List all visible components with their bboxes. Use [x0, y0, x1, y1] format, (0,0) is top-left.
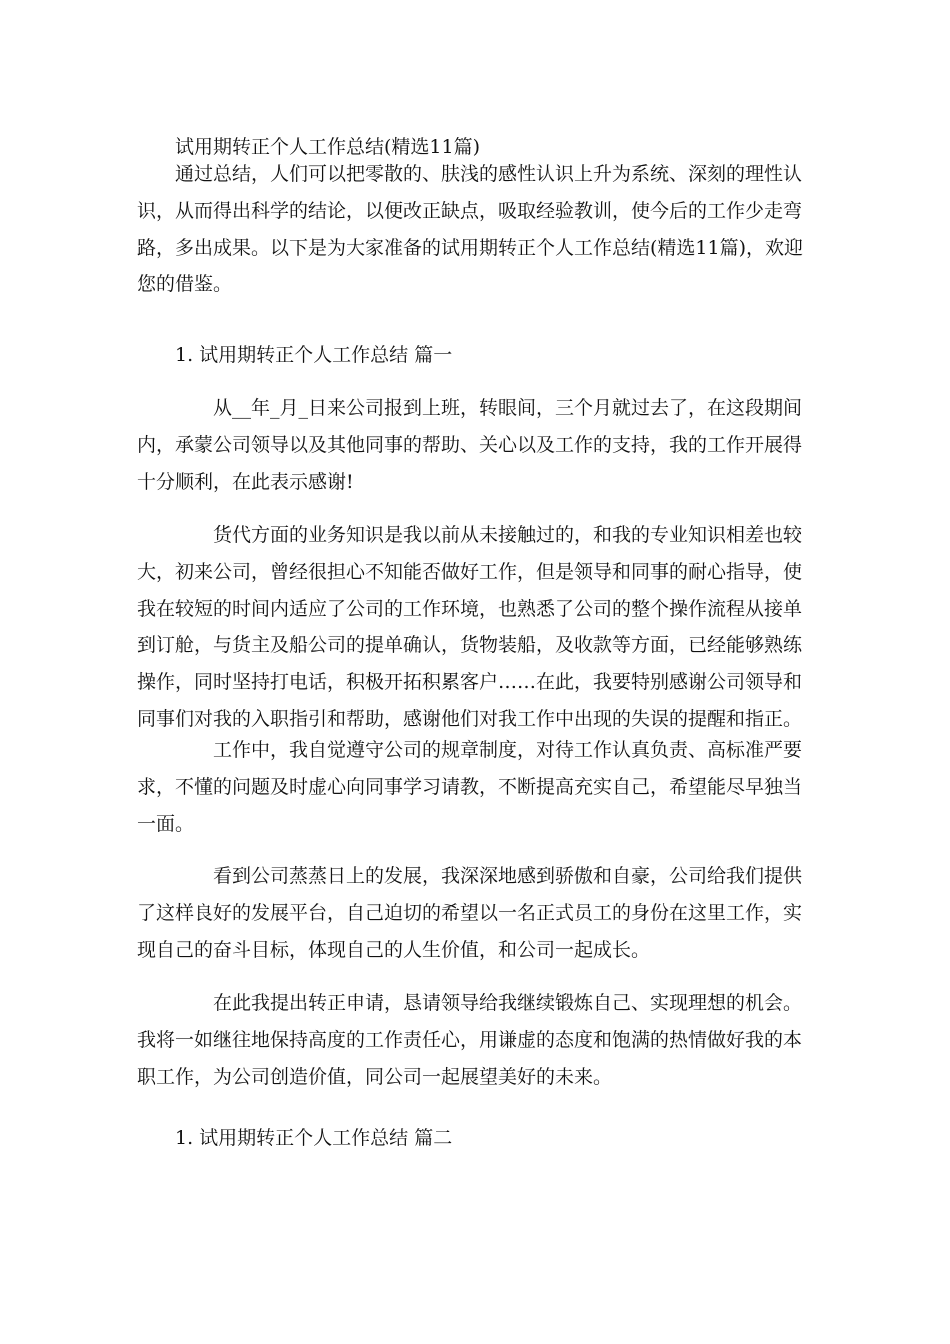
text-line: 大，初来公司，曾经很担心不知能否做好工作，但是领导和同事的耐心指导，使: [137, 560, 803, 583]
text-line: 现自己的奋斗目标，体现自己的人生价值，和公司一起成长。: [137, 938, 651, 961]
body-paragraph: [137, 858, 827, 968]
text-line: 我在较短的时间内适应了公司的工作环境，也熟悉了公司的整个操作流程从接单: [137, 597, 803, 620]
body-paragraph: [137, 985, 827, 1095]
text-line: 我将一如继往地保持高度的工作责任心，用谦虚的态度和饱满的热情做好我的本: [137, 1028, 803, 1051]
text-line: 看到公司蒸蒸日上的发展，我深深地感到骄傲和自豪，公司给我们提供: [213, 865, 803, 887]
text-line: 到订舱，与货主及船公司的提单确认，货物装船，及收款等方面，已经能够熟练: [137, 634, 803, 657]
text-line: 了这样良好的发展平台，自己迫切的希望以一名正式员工的身份在这里工作，实: [137, 901, 803, 924]
section-heading: 1. 试用期转正个人工作总结 篇一: [175, 344, 453, 366]
text-line: 职工作，为公司创造价值，同公司一起展望美好的未来。: [137, 1065, 613, 1088]
text-line: 从__年_月_日来公司报到上班，转眼间，三个月就过去了，在这段期间: [213, 397, 803, 419]
text-line: 路，多出成果。以下是为大家准备的试用期转正个人工作总结(精选11篇)，欢迎: [137, 236, 804, 259]
section-heading: 1. 试用期转正个人工作总结 篇二: [175, 1127, 453, 1149]
text-line: 同事们对我的入职指引和帮助，感谢他们对我工作中出现的失误的提醒和指正。: [137, 707, 803, 730]
text-line: 工作中，我自觉遵守公司的规章制度，对待工作认真负责、高标准严要: [213, 739, 803, 761]
text-line: 内，承蒙公司领导以及其他同事的帮助、关心以及工作的支持，我的工作开展得: [137, 433, 803, 456]
body-paragraph: [137, 390, 827, 500]
text-line: 您的借鉴。: [137, 273, 233, 296]
section-heading-2: [137, 1120, 827, 1157]
text-line: 通过总结，人们可以把零散的、肤浅的感性认识上升为系统、深刻的理性认: [175, 163, 803, 185]
text-line: 货代方面的业务知识是我以前从未接触过的，和我的专业知识相差也较: [213, 524, 803, 546]
document-title: 试用期转正个人工作总结(精选11篇): [175, 136, 481, 158]
intro-paragraph: [137, 156, 827, 303]
text-line: 求，不懂的问题及时虚心向同事学习请教，不断提高充实自己，希望能尽早独当: [137, 775, 803, 798]
text-line: 识，从而得出科学的结论，以便改正缺点，吸取经验教训，使今后的工作少走弯: [137, 199, 803, 222]
body-paragraph: [137, 517, 827, 738]
section-heading-1: [137, 337, 827, 374]
text-line: 操作，同时坚持打电话，积极开拓积累客户……在此，我要特别感谢公司领导和: [137, 671, 803, 694]
text-line: 在此我提出转正申请，恳请领导给我继续锻炼自己、实现理想的机会。: [213, 992, 803, 1014]
text-line: 十分顺利，在此表示感谢!: [137, 470, 354, 493]
body-paragraph: [137, 732, 827, 842]
text-line: 一面。: [137, 812, 195, 835]
